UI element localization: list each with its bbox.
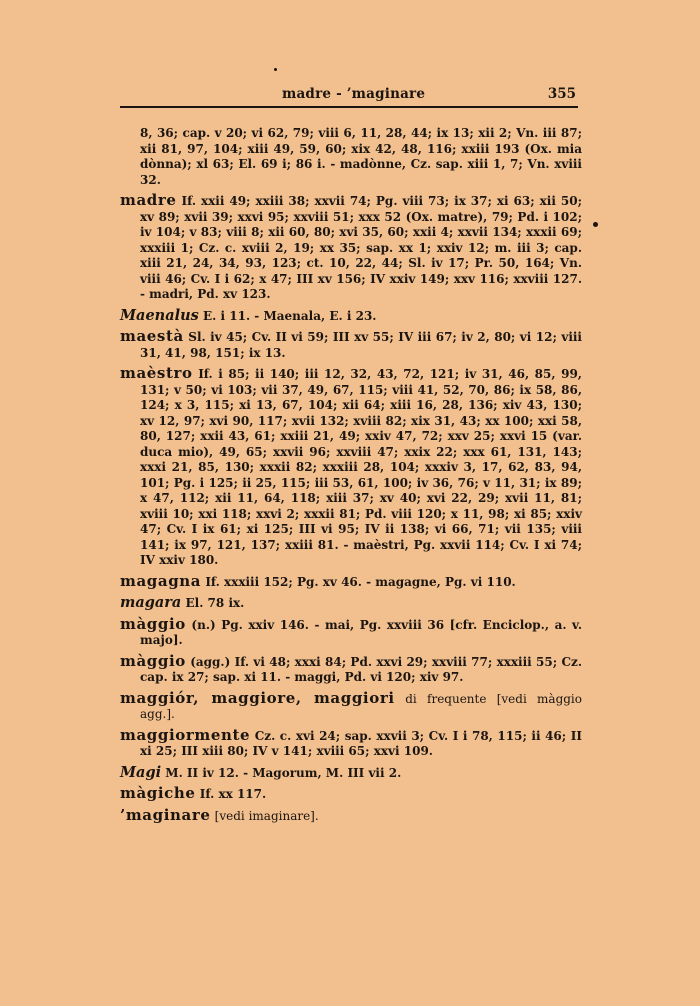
entry-text: Cz. c. xvi 24; sap. xxvii 3; Cv. I i 78, 115; ii 46; II xi 25; III xiii 80; IV v 141; xviii 65; xxvi 109. [140,728,582,758]
entry-text: M. II iv 12. - Magorum, M. III vii 2. [165,765,402,780]
entry-headword: màgiche [120,784,196,802]
entry-text: If. xxii 49; xxiii 38; xxvii 74; Pg. viii 73; ix 37; xi 63; xii 50; xv 89; xvii 39; xxvi 95; xxviii 51; xxx 52 (Ox. matre), 79; Pd. i 102; iv 104; v 83; viii 8; xii 60, 80; xvi 35, 60; xxii 4; xxvii 134; xxxii 69; xxxiii 1; Cz. c. xviii 2, 19; xx 35; sap. xx 1; xxiv 12; m. iii 3; cap. xiii 21, 24, 34, 93, 123; ct. 10, 22, 44; Sl. iv 17; Pr. 50, 164; Vn. viii 46; Cv. I i 62; x 47; III xv 156; IV xxiv 149; xxv 116; xxviii 127. - madri, Pd. xv 123. [140,194,582,301]
entry-headword: màggio [120,614,186,633]
entry-text: (agg.) If. vi 48; xxxi 84; Pd. xxvi 29; xxviii 77; xxxiii 55; Cz. cap. ix 27; sap. xi 11. - maggi, Pd. vi 120; xiv 97. [140,654,582,684]
page-number: 355 [547,86,576,102]
print-speck [593,222,598,227]
dictionary-entry [120,786,582,803]
print-speck [274,68,277,71]
dictionary-entry [120,651,582,686]
entry-headword: madre [120,191,177,209]
dictionary-entry [120,725,582,760]
entry-text: El. 78 ix. [185,596,245,610]
entry-headword: magara [120,594,182,611]
dictionary-entry [120,765,582,782]
entry-headword: ’maginare [120,805,211,824]
entry-headword: Magi [120,763,162,781]
entry-headword: maèstro [120,364,193,382]
entry-text: Sl. iv 45; Cv. II vi 59; III xv 55; IV iii 67; iv 2, 80; vi 12; viii 31, 41, 98, 151; ix 13. [140,330,582,360]
dictionary-entry [120,595,582,612]
dictionary-entry [120,571,582,591]
dictionary-entry [120,688,582,723]
entry-headword: màggio [120,651,186,670]
entry-headword: Maenalus [120,306,199,324]
entry-text: (n.) Pg. xxiv 146. - mai, Pg. xxviii 36 [cfr. Enciclop., a. v. majo]. [140,617,582,647]
entry-headword: magagna [120,571,202,590]
dictionary-entry [120,614,582,649]
entry-text: E. i 11. - Maenala, E. i 23. [203,308,377,323]
running-header [120,84,578,108]
dictionary-column [120,126,582,829]
entry-headword: maggiormente [120,725,251,744]
entry-text: di frequente [vedi màggio agg.]. [140,691,582,721]
entry-headword: maestà [120,327,184,345]
running-title: madre - ’maginare [282,86,426,102]
entry-text: If. xxxiii 152; Pg. xv 46. - magagne, Pg. vi 110. [205,574,516,589]
dictionary-entry [120,193,582,303]
entry-text: If. i 85; ii 140; iii 12, 32, 43, 72, 121; iv 31, 46, 85, 99, 131; v 50; vi 103; vii 37, 49, 67, 115; viii 41, 52, 70, 86; ix 58, 86, 124; x 3, 115; xi 13, 67, 104; xii 64; xiii 16, 28, 136; xiv 43, 130; xv 12, 97; xvi 90, 117; xvii 132; xviii 82; xix 31, 43; xx 100; xxi 58, 80, 127; xxii 43, 61; xxiii 21, 49; xxiv 47, 72; xxv 25; xxvi 15 (var. duca mio), 49, 65; xxvii 96; xxviii 47; xxix 22; xxx 61, 131, 143; xxxi 21, 85, 130; xxxii 82; xxxiii 28, 104; xxxiv 3, 17, 62, 83, 94, 101; Pg. i 125; ii 25, 115; iii 53, 61, 100; iv 36, 76; v 11, 31; ix 89; x 47, 112; xii 11, 64, 118; xiii 37; xv 40; xvi 22, 29; xvii 11, 81; xviii 10; xxi 118; xxvi 2; xxxii 81; Pd. viii 120; x 11, 98; xi 85; xxiv 47; Cv. I ix 61; xi 125; III vi 95; IV ii 138; vi 66, 71; vii 135; viii 141; ix 97, 121, 137; xxiii 81. - maèstri, Pg. xxvii 114; Cv. I xi 74; IV xxiv 180. [140,367,582,567]
entry-text: 8, 36; cap. v 20; vi 62, 79; viii 6, 11, 28, 44; ix 13; xii 2; Vn. iii 87; xii 81, 97, 104; xiii 49, 59, 60; xix 42, 48, 116; xxiii 193 (Ox. mia dònna); xl 63; El. 69 i; 86 i. - madònne, Cz. sap. xiii 1, 7; Vn. xviii 32. [140,126,582,187]
entry-text: If. xx 117. [199,787,267,801]
dictionary-entry [120,366,582,569]
dictionary-entry [120,126,582,188]
dictionary-entry [120,329,582,361]
dictionary-entry [120,308,582,325]
entry-headword: maggiór, maggiore, maggiori [120,688,395,707]
dictionary-entry [120,805,582,825]
entry-text: [vedi imaginare]. [214,808,319,823]
